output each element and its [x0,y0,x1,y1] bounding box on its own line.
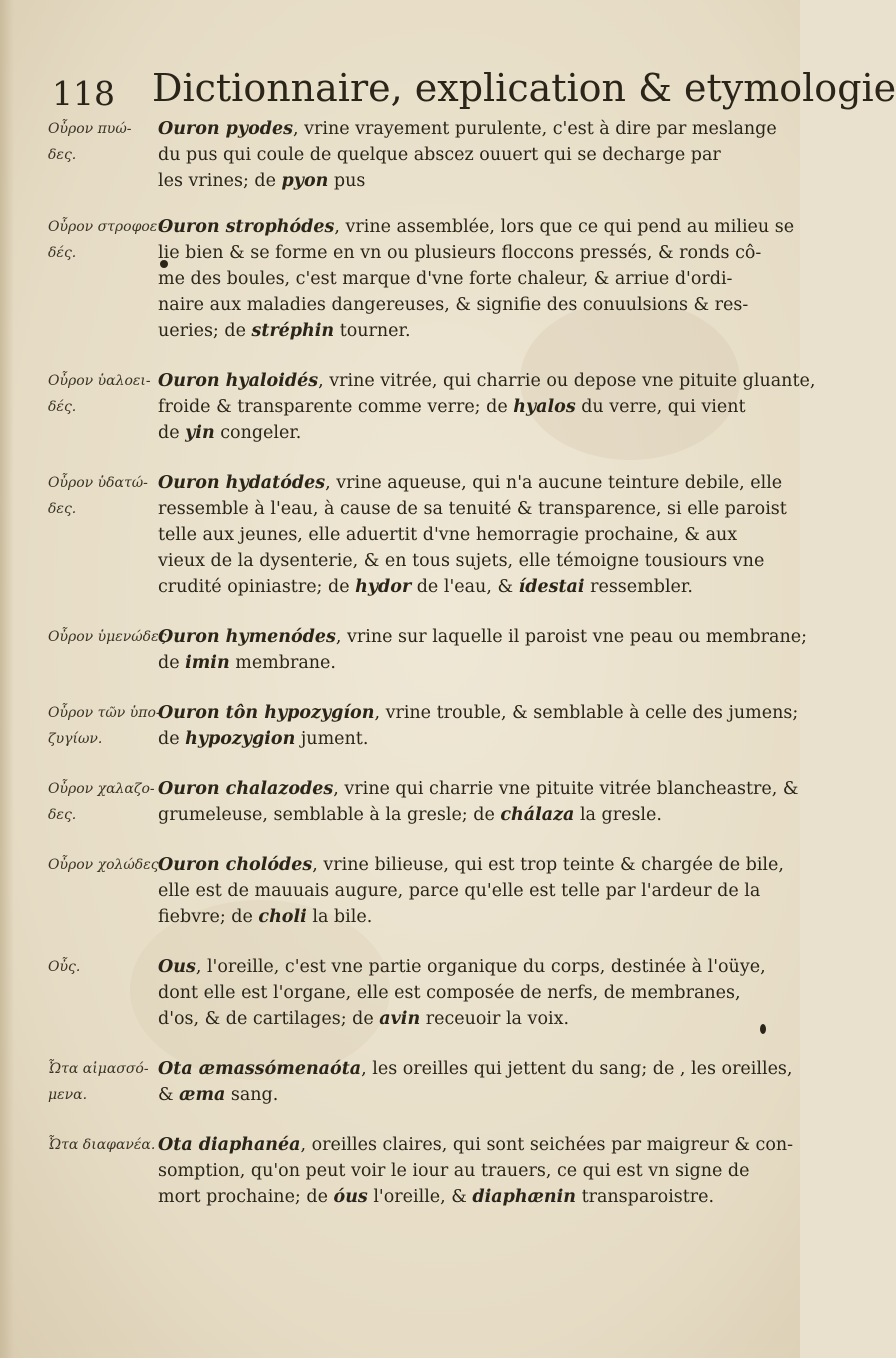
greek-headword-line: Οὖρον ὑδατώ- [48,475,148,491]
greek-headword-line: δες. [48,501,77,517]
definition-text: dont elle est l'organe, elle est composée de nerfs, de membranes, [158,983,741,1003]
definition-line [158,878,761,904]
definition-text: ueries; de [158,321,252,341]
greek-headword [48,700,161,752]
entry-definition [158,624,807,676]
etymology-source-word: yin [185,423,215,443]
definition-text: fiebvre; de [158,907,259,927]
definition-text: & [158,1085,180,1105]
entry-definition [158,1056,793,1108]
definition-text: du pus qui coule de quelque abscez ouuert qui se decharge par [158,145,721,165]
definition-text: mort prochaine; de [158,1187,334,1207]
entry-definition [158,214,795,344]
definition-line [158,700,799,726]
greek-headword-line: δές. [48,399,77,415]
definition-text: , vrine bilieuse, qui est trop teinte & chargée de bile, [312,855,784,875]
greek-headword-line: μενα. [48,1087,88,1103]
entry-definition [158,776,799,828]
definition-text: , l'oreille, c'est vne partie organique du corps, destinée à l'oüye, [195,957,766,977]
definition-text: de [158,729,186,749]
definition-line [158,116,777,142]
headword-transliteration: Ota æmassómena [158,1059,331,1079]
etymology-source-word: stréphin [251,321,335,341]
greek-headword-line: Οὖρον πυώ- [48,121,132,137]
etymology-source-word: hypozygion [185,729,296,749]
definition-text: vieux de la dysenterie, & en tous sujets, elle témoigne tousiours vne [158,551,765,571]
greek-headword-line: δές. [48,245,77,261]
greek-headword-line: δες. [48,807,77,823]
definition-line [158,240,762,266]
definition-text: pus [328,171,366,191]
headword-transliteration: Ouron cholódes [158,855,313,875]
headword-transliteration: Ouron strophódes [158,217,335,237]
definition-line [158,214,795,240]
definition-line [158,368,816,394]
entry-definition [158,852,784,930]
headword-transliteration: Ouron hymenódes [158,627,336,647]
definition-text: , vrine vrayement purulente, c'est à dire par meslange [292,119,777,139]
definition-text: , les oreilles, [679,1059,793,1079]
etymology-source-word: hyalos [513,397,576,417]
entry-definition [158,470,787,600]
definition-line [158,266,758,292]
definition-line [158,904,758,930]
definition-line [158,852,784,878]
definition-text: transparoistre. [576,1187,715,1207]
etymology-source-word: hydor [355,577,412,597]
headword-transliteration: Ouron chalazodes [158,779,334,799]
definition-text: , vrine trouble, & semblable à celle des jumens; [374,703,799,723]
definition-text: ressembler. [584,577,693,597]
headword-transliteration: Ouron pyodes [158,119,293,139]
greek-headword-line: Οὖρον ὑμενώδες [48,629,167,645]
definition-line [158,168,758,194]
etymology-source-word: diaphænin [472,1187,577,1207]
definition-text: , vrine assemblée, lors que ce qui pend au milieu se [334,217,795,237]
definition-text: receuoir la voix. [420,1009,570,1029]
definition-text: naire aux maladies dangereuses, & signifie des conuulsions & res- [158,295,749,315]
page-number: 118 [52,74,115,113]
definition-text: du verre, qui vient [575,397,746,417]
definition-text: elle est de mauuais augure, parce qu'elle est telle par l'ardeur de la [158,881,761,901]
definition-text: , oreilles claires, qui sont seichées par maigreur & con- [300,1135,794,1155]
definition-text: lie bien & se forme en vn ou plusieurs floccons pressés, & ronds cô- [158,243,762,263]
definition-line [158,802,758,828]
headword-transliteration: Ous [158,957,196,977]
definition-line [158,1082,758,1108]
greek-headword [48,470,154,522]
definition-text: de [158,423,186,443]
headword-transliteration: Ota diaphanéa [158,1135,301,1155]
greek-headword [48,624,167,650]
etymology-source-word: óta [330,1059,362,1079]
definition-line [158,548,765,574]
greek-headword [48,1056,154,1108]
definition-text: de l'eau, & [411,577,519,597]
definition-text: membrane. [229,653,336,673]
etymology-source-word: ídestai [518,577,585,597]
etymology-source-word: choli [258,907,307,927]
definition-text: telle aux jeunes, elle aduertit d'vne hemorragie prochaine, & aux [158,525,738,545]
greek-headword-line: Ὦτα αἱμασσό- [48,1061,149,1077]
page-header [48,66,896,116]
definition-line [158,776,799,802]
headword-transliteration: Ouron tôn hypozygíon [158,703,375,723]
definition-text: sang. [225,1085,279,1105]
definition-line [158,292,758,318]
definition-text: , vrine vitrée, qui charrie ou depose vne pituite gluante, [318,371,816,391]
etymology-source-word: æma [179,1085,226,1105]
definition-line [158,522,758,548]
definition-text: de [158,653,186,673]
definition-text: tourner. [334,321,411,341]
definition-line [158,650,758,676]
definition-text: ressemble à l'eau, à cause de sa tenuité & transparence, si elle paroist [158,499,787,519]
greek-headword-line: Οὖς. [48,959,81,975]
definition-line [158,1184,758,1210]
definition-text: les vrines; de [158,171,282,191]
definition-line [158,394,758,420]
definition-text: froide & transparente comme verre; de [158,397,514,417]
greek-headword-line: Οὖρον ὑαλοει- [48,373,151,389]
definition-line [158,1158,758,1184]
greek-headword [48,776,154,828]
entry-definition [158,700,799,752]
etymology-source-word: óus [333,1187,368,1207]
ink-blot [760,1024,766,1034]
definition-text: , les oreilles qui jettent du sang; de [361,1059,680,1079]
greek-headword-line: Οὖρον τῶν ὑπο- [48,705,161,721]
definition-text: d'os, & de cartilages; de [158,1009,380,1029]
etymology-source-word: pyon [281,171,329,191]
definition-text: , vrine sur laquelle il paroist vne peau ou membrane; [335,627,807,647]
definition-text: , vrine aqueuse, qui n'a aucune teinture debile, elle [325,473,783,493]
greek-headword [48,368,154,420]
definition-text: la gresle. [574,805,662,825]
definition-line [158,954,766,980]
definition-text: somption, qu'on peut voir le iour au trauers, ce qui est vn signe de [158,1161,750,1181]
greek-headword [48,954,154,980]
etymology-source-word: chálaza [500,805,575,825]
definition-text: me des boules, c'est marque d'vne forte chaleur, & arriue d'ordi- [158,269,733,289]
definition-text: , vrine qui charrie vne pituite vitrée blancheastre, & [333,779,799,799]
definition-line [158,420,758,446]
definition-text: crudité opiniastre; de [158,577,356,597]
greek-headword [48,1132,154,1158]
page-gutter-shadow [0,0,14,1358]
definition-line [158,1132,794,1158]
greek-headword-line: Ὦτα διαφανέα. [48,1137,156,1153]
definition-text: l'oreille, & [367,1187,473,1207]
definition-line [158,1056,793,1082]
definition-line [158,574,758,600]
definition-text: congeler. [214,423,302,443]
greek-headword [48,116,154,168]
greek-headword [48,214,168,266]
entry-definition [158,1132,794,1210]
definition-line [158,470,783,496]
headword-transliteration: Ouron hyaloidés [158,371,319,391]
etymology-source-word: avin [379,1009,421,1029]
definition-text: jument. [295,729,369,749]
greek-headword-line: Οὖρον χαλαζο- [48,781,155,797]
headword-transliteration: Ouron hydatódes [158,473,326,493]
definition-text: grumeleuse, semblable à la gresle; de [158,805,501,825]
etymology-source-word: imin [185,653,230,673]
definition-line [158,980,758,1006]
greek-headword-line: Οὖρον στροφοει- [48,219,168,235]
definition-line [158,726,758,752]
running-title: Dictionnaire, explication & etymologie [152,66,896,110]
definition-line [158,624,807,650]
greek-headword [48,852,159,878]
definition-line [158,142,758,168]
entry-definition [158,116,777,194]
definition-line [158,1006,758,1032]
entry-definition [158,368,816,446]
definition-text: la bile. [306,907,373,927]
definition-line [158,496,787,522]
greek-headword-line: Οὖρον χολώδες [48,857,159,873]
entry-definition [158,954,766,1032]
definition-line [158,318,758,344]
greek-headword-line: δες. [48,147,77,163]
greek-headword-line: ζυγίων. [48,731,103,747]
